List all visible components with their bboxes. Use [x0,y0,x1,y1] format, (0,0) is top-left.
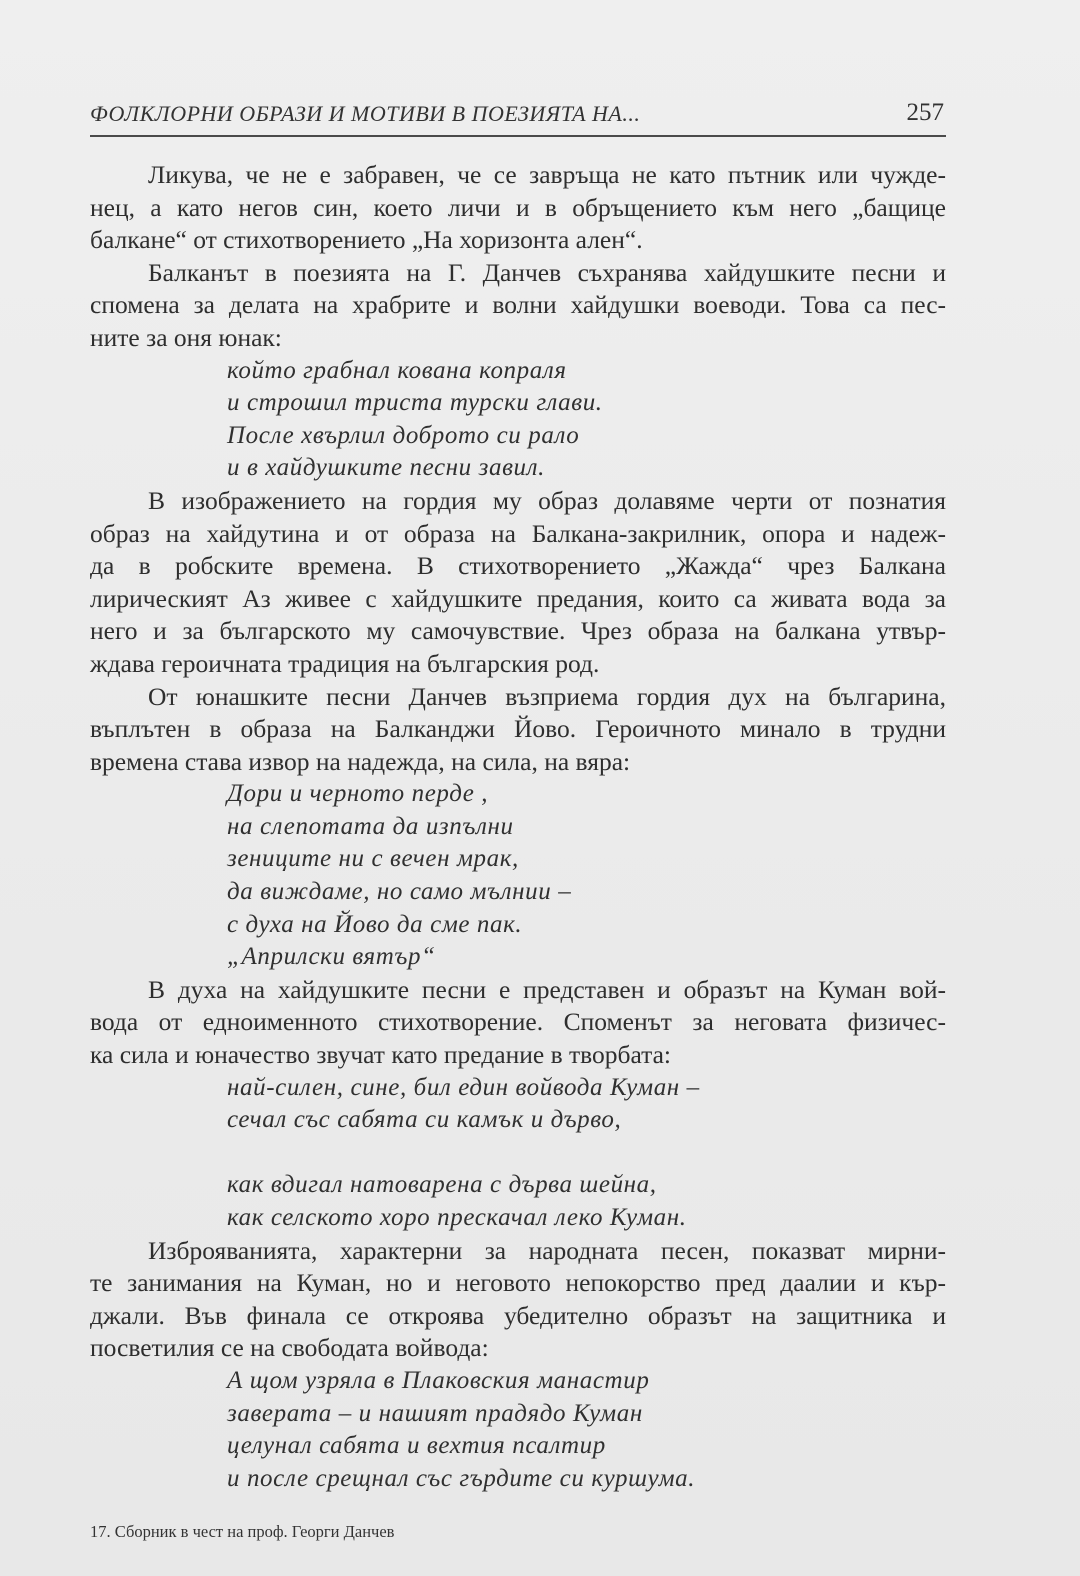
verse-line: който грабнал кована копраля [227,356,567,384]
verse-line: и после срещнал със гърдите си куршума. [227,1464,696,1492]
paragraph-line: Ликува, че не е забравен, че се завръща не като пътник или чужде- [148,160,946,189]
verse-line: на слепотата да изпълни [227,812,514,840]
paragraph-line: те занимания на Куман, но и неговото непокорство пред даалии и кър- [90,1268,946,1298]
paragraph-line: балкане“ от стихотворението „На хоризонта ален“. [90,225,643,255]
paragraph-line: Изброяванията, характерни за народната песен, показват мирни- [148,1235,946,1265]
verse-line: и в хайдушките песни завил. [227,454,545,482]
paragraph-line: посветилия се на свободата войвода: [90,1333,489,1363]
paragraph-line: въплътен в образа на Балканджи Йово. Героичното минало в трудни [90,714,946,744]
paragraph-line: В изображението на гордия му образ долавяме черти от познатия [148,485,946,515]
paragraph-line: спомена за делата на храбрите и волни хайдушки воеводи. Това са пес- [90,290,946,320]
paragraph-line: От юнашките песни Данчев възприема гордия дух на българина, [148,681,946,711]
verse-line: сечал със сабята си камък и дърво, [227,1106,622,1134]
verse-line: с духа на Йово да сме пак. [227,910,523,938]
stanza-gap [90,1137,946,1170]
verse-line: зениците ни с вечен мрак, [227,845,519,873]
verse-line: целунал сабята и вехтия псалтир [227,1432,606,1460]
body-text [90,159,946,1495]
running-header [90,97,946,137]
verse-line: как вдигал натоварена с дърва шейна, [227,1171,657,1199]
page-number: 257 [906,99,944,126]
verse-line: А щом узряла в Плаковския манастир [227,1366,650,1394]
paragraph-line: времена става извор на надежда, на сила, на вяра: [90,746,631,776]
verse-line: После хвърлил доброто си рало [227,421,580,449]
verse-line: заверата – и нашият прадядо Куман [227,1399,643,1427]
paragraph-line: В духа на хайдушките песни е представен и образът на Куман вой- [148,974,946,1004]
verse-source: „Априлски вятър“ [227,943,436,971]
paragraph-line: вода от едноименното стихотворение. Споменът за неговата физичес- [90,1007,946,1037]
verse-line: най-силен, сине, бил един войвода Куман – [227,1073,700,1101]
running-title: ФОЛКЛОРНИ ОБРАЗИ И МОТИВИ В ПОЕЗИЯТА НА... [90,101,641,126]
verse-line: да виждаме, но само мълнии – [227,878,572,906]
paragraph-line: образ на хайдутина и от образа на Балкана-закрилник, опора и надеж- [90,518,946,548]
paragraph-line: ка сила и юначество звучат като предание в творбата: [90,1040,671,1070]
paragraph-line: лирическият Аз живее с хайдушките предания, които са живата вода за [90,583,946,613]
paragraph-line: нец, а като негов син, което личи и в обръщението към него „бащице [90,192,946,222]
paragraph-line: ждава героичната традиция на българския род. [90,648,600,678]
paragraph-line: него и за българското му самочувствие. Чрез образа на балкана утвър- [90,616,946,646]
paragraph-line: ните за оня юнак: [90,322,282,352]
paragraph-line: джали. Във финала се откроява убедително образът на защитника и [90,1300,946,1330]
verse-line: Дори и черното перде , [227,780,489,808]
paragraph-line: Балканът в поезията на Г. Данчев съхранява хайдушките песни и [148,257,946,287]
paragraph-line: да в робските времена. В стихотворението „Жажда“ чрез Балкана [90,551,946,581]
signature-footnote: 17. Сборник в чест на проф. Георги Данчев [90,1522,395,1541]
verse-line: как селското хоро прескачал леко Куман. [227,1204,687,1231]
verse-line: и строшил триста турски глави. [227,389,603,417]
